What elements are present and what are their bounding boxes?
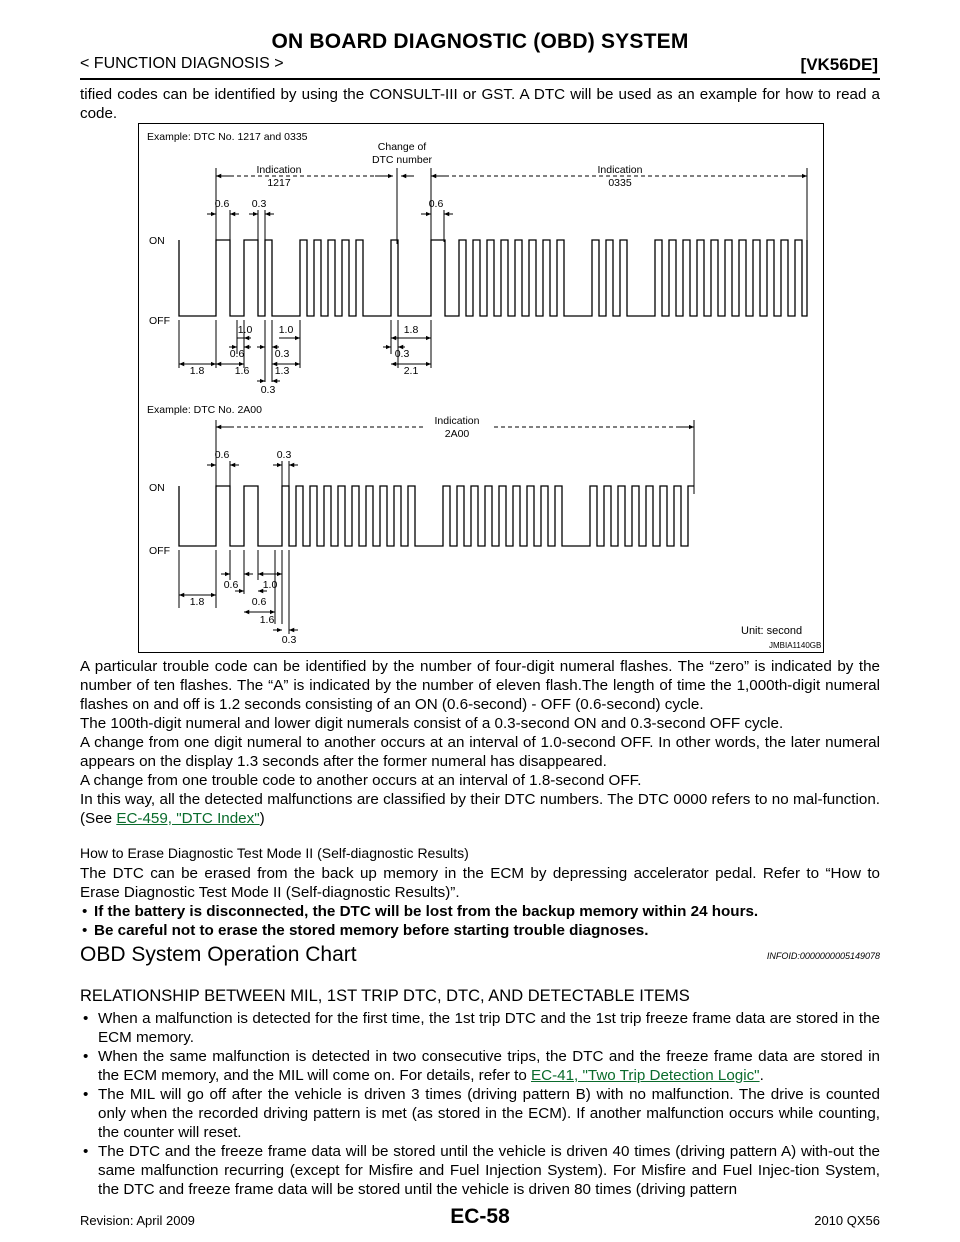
t-1.3-a: 1.3 [274,365,290,377]
t-0.3-f: 0.3 [281,634,297,646]
body1-p2: The 100th-digit numeral and lower digit numerals consist of a 0.3-second ON and 0.3-second OFF cycle. [80,715,784,732]
header-rule [80,78,880,80]
list-item: • When a malfunction is detected for the first time, the 1st trip DTC and the 1st trip freeze frame data are stored in the ECM memory. [80,1009,880,1047]
t-1.8-c: 1.8 [189,596,205,608]
body1-p4: A change from one trouble code to another occurs at an interval of 1.8-second OFF. [80,772,642,789]
b2-pre: When the same malfunction is detected in two consecutive trips, the DTC and the freeze frame data are stored in the ECM memory, and the MIL will come on. For details, refer to [98,1048,880,1084]
b2-post: . [759,1067,764,1084]
on-label-2: ON [149,482,165,494]
dtc-flash-timing-figure [138,123,824,653]
t-1.8-a: 1.8 [403,324,419,336]
t-0.6-f: 0.6 [251,596,267,608]
two-trip-logic-link[interactable]: EC-41, "Two Trip Detection Logic" [531,1067,760,1084]
t-2.1-a: 2.1 [403,365,419,377]
waveform-1217-0335 [179,240,807,316]
on-label-1: ON [149,235,165,247]
body1-p5 [80,790,880,828]
t-0.6-d: 0.6 [214,449,230,461]
page-title: ON BOARD DIAGNOSTIC (OBD) SYSTEM [271,30,689,53]
t-1.6-a: 1.6 [234,365,250,377]
t-1.0-c: 1.0 [262,579,278,591]
t-1.8-b: 1.8 [189,365,205,377]
erase-section [80,864,880,940]
off-label-1: OFF [149,315,170,327]
list-item: • The MIL will go off after the vehicle is driven 3 times (driving pattern B) with no malfunction. The drive is counted only when the recorded driving pattern is met (as stored in the ECM). If another malfunction occurs while counting, the counter will reset. [80,1085,880,1142]
figure-code: JMBIA1140GB [769,641,822,650]
indication-label-3: Indication [434,415,480,427]
list-item [80,1047,880,1085]
erase-subheading: How to Erase Diagnostic Test Mode II (Self-diagnostic Results) [80,845,469,861]
body1-p1: A particular trouble code can be identified by the number of four-digit numeral flashes. The “zero” is indicated by the number of ten flashes. The “A” is indicated by the number of eleven flash.The length of time the 1,000th-digit numeral flashes on and off is 1.2 seconds consisting of an ON (0.6-second) - OFF (0.6-second) cycle. [80,658,880,713]
unit-label: Unit: second [741,625,803,637]
body-text-flash-codes [80,657,880,828]
change-label-1: Change of [377,141,427,153]
footer-revision: Revision: April 2009 [80,1213,195,1228]
engine-model: [VK56DE] [800,55,878,74]
body1-p5-pre: In this way, all the detected malfunctions are classified by their DTC numbers. The DTC 0000 refers to no mal-function. (See [80,791,880,827]
t-0.6-e: 0.6 [223,579,239,591]
indication-1217: 1217 [267,177,291,189]
subsection-title: RELATIONSHIP BETWEEN MIL, 1ST TRIP DTC, DTC, AND DETECTABLE ITEMS [80,987,690,1005]
t-0.6-a: 0.6 [214,198,230,210]
section-label: < FUNCTION DIAGNOSIS > [80,55,284,72]
info-id: INFOID:0000000005149078 [766,951,880,961]
dtc-index-link[interactable]: EC-459, "DTC Index" [116,810,260,827]
body1-p3: A change from one digit numeral to another occurs at an interval of 1.0-second OFF. In other words, the later numeral appears on the display 1.3 seconds after the former numeral has disappeared. [80,734,880,770]
section-title: OBD System Operation Chart [80,943,357,966]
intro-paragraph: tified codes can be identified by using the CONSULT-III or GST. A DTC will be used as an example for how to read a code. [80,86,880,122]
t-0.3-c: 0.3 [394,348,410,360]
t-0.6-c: 0.6 [229,348,245,360]
erase-text: The DTC can be erased from the back up memory in the ECM by depressing accelerator pedal. Refer to “How to Erase Diagnostic Test Mode II (Self-diagnostic Results)”. [80,865,880,901]
footer-vehicle: 2010 QX56 [814,1213,880,1228]
indication-label-1: Indication [256,164,302,176]
t-0.6-b: 0.6 [428,198,444,210]
t-1.0-a: 1.0 [237,324,253,336]
off-label-2: OFF [149,545,170,557]
warning-memory: • Be careful not to erase the stored memory before starting trouble diagnoses. [80,921,880,940]
t-0.3-e: 0.3 [276,449,292,461]
t-1.6-b: 1.6 [259,614,275,626]
page-number: EC-58 [450,1205,510,1228]
mil-dtc-bullets [80,1009,880,1199]
list-item: • The DTC and the freeze frame data will be stored until the vehicle is driven 40 times (driving pattern A) with-out the same malfunction recurring (except for Misfire and Fuel Injection System). For Misfire and Fuel Injec-tion System, the DTC and freeze frame data will be stored until the vehicle is driven 80 times (driving pattern [80,1142,880,1199]
indication-2a00: 2A00 [444,428,470,440]
example1-title: Example: DTC No. 1217 and 0335 [147,131,308,143]
t-1.0-b: 1.0 [278,324,294,336]
body1-p5-post: ) [259,810,265,827]
t-0.3-a: 0.3 [251,198,267,210]
indication-label-2: Indication [597,164,643,176]
change-label-2: DTC number [371,154,433,166]
t-0.3-d: 0.3 [260,384,276,396]
t-0.3-b: 0.3 [274,348,290,360]
example2-title: Example: DTC No. 2A00 [147,404,262,416]
indication-0335: 0335 [608,177,632,189]
waveform-2a00 [179,486,694,546]
warning-battery: • If the battery is disconnected, the DTC will be lost from the backup memory within 24 hours. [80,902,880,921]
